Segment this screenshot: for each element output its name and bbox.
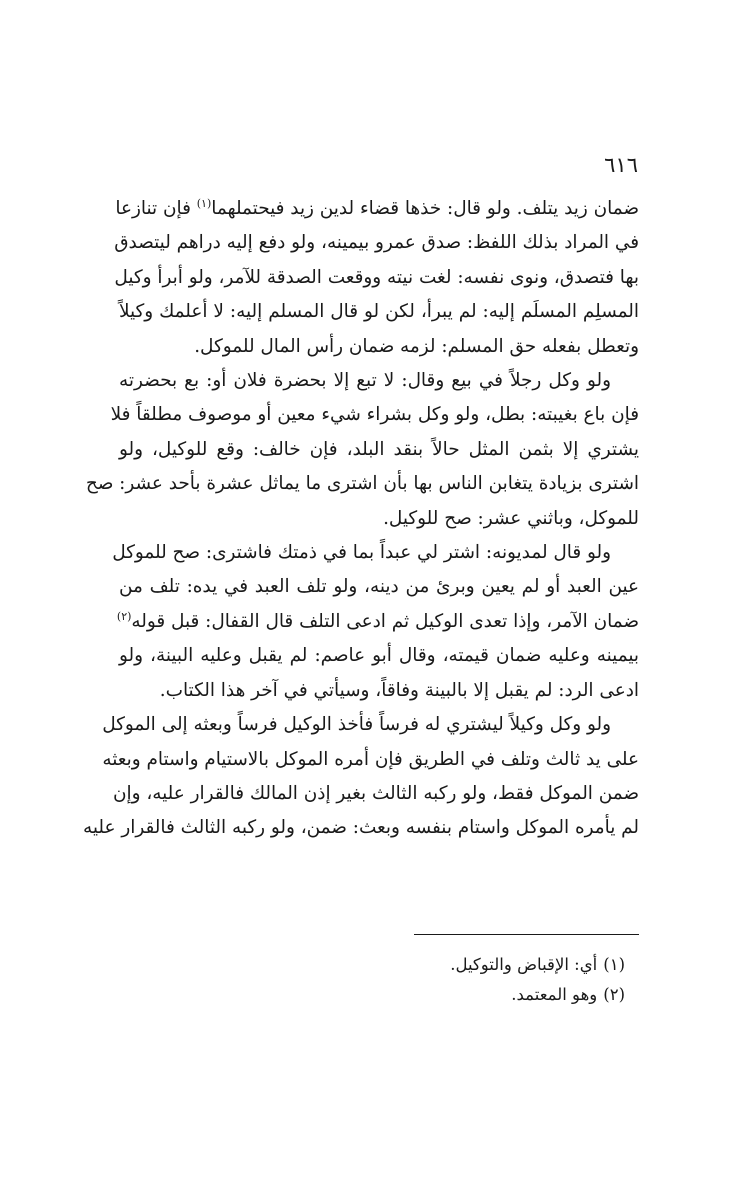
text-line	[110, 398, 639, 432]
footnote	[125, 980, 625, 1010]
text-line	[119, 364, 639, 398]
paragraph	[114, 192, 639, 364]
line-text: يشتري إلا بثمن المثل حالاً بنقد البلد، فإن خالف: وقع للوكيل، ولو	[119, 438, 639, 460]
paragraph	[85, 364, 639, 536]
text-line	[102, 743, 639, 777]
line-text: للموكل، وباثني عشر: صح للوكيل.	[383, 507, 639, 529]
line-text: بها فتصدق، ونوى نفسه: لغت نيته ووقعت الصدقة للآمر، ولو أبرأ وكيل	[114, 266, 639, 288]
text-line	[119, 674, 639, 708]
text-line	[85, 467, 639, 501]
paragraph	[112, 536, 639, 708]
line-text: عين العبد أو لم يعين وبرئ من دينه، ولو تلف العبد في يده: تلف من	[119, 576, 639, 598]
line-text: بيمينه وعليه ضمان قيمته، وقال أبو عاصم: لم يقبل وعليه البينة، ولو	[119, 645, 639, 667]
line-text: اشترى بزيادة يتغابن الناس بها بأن اشترى ما يماثل عشرة بأحد عشر: صح	[85, 473, 639, 495]
line-text: ضمان الآمر، وإذا تعدى الوكيل ثم ادعى التلف قال القفال: قبل قوله	[131, 610, 639, 632]
page-number: ٦١٦	[604, 153, 638, 177]
footnotes	[125, 950, 625, 1010]
line-text: ولو قال لمديونه: اشتر لي عبداً بما في ذمتك فاشترى: صح للموكل	[112, 542, 611, 564]
line-text: ادعى الرد: لم يقبل إلا بالبينة وفاقاً، وسيأتي في آخر هذا الكتاب.	[159, 679, 639, 701]
text-line	[119, 433, 639, 467]
text-line	[115, 192, 639, 226]
text-line	[114, 261, 639, 295]
text-line	[119, 639, 639, 673]
text-line	[112, 777, 639, 811]
line-text: المسلِم المسلَم إليه: لم يبرأ، لكن لو قال المسلم إليه: لا أعلمك وكيلاً	[119, 301, 639, 323]
line-text: فإن باع بغيبته: بطل، ولو وكل بشراء شيء معين أو موصوف مطلقاً فلا	[110, 404, 639, 426]
text-line	[83, 811, 639, 845]
line-text: على يد ثالث وتلف في الطريق فإن أمره الموكل بالاستيام واستام وبعثه	[102, 748, 639, 770]
footnote-number: (٢)	[603, 985, 625, 1004]
footnote-text: أي: الإقباض والتوكيل.	[450, 955, 598, 974]
line-text: في المراد بذلك اللفظ: صدق عمرو بيمينه، ولو دفع إليه دراهم ليتصدق	[114, 232, 639, 254]
text-line	[119, 330, 639, 364]
footnote-reference: (٢)	[116, 609, 132, 623]
line-text-continued: فإن تنازعا	[115, 198, 197, 219]
footnote	[125, 950, 625, 980]
text-line	[119, 295, 639, 329]
line-text: لم يأمره الموكل واستام بنفسه وبعث: ضمن، ولو ركبه الثالث فالقرار عليه	[83, 817, 639, 839]
text-line	[116, 605, 639, 639]
body-text	[83, 192, 639, 846]
line-text: ضمان زيد يتلف. ولو قال: خذها قضاء لدين زيد فيحتملهما	[211, 198, 639, 219]
text-line	[112, 536, 639, 570]
line-text: ولو وكل رجلاً في بيع وقال: لا تبع إلا بحضرة فلان أو: بع بحضرته	[119, 370, 611, 392]
text-line	[102, 708, 639, 742]
text-line	[119, 570, 639, 604]
text-line	[119, 502, 639, 536]
footnote-separator	[414, 934, 639, 935]
footnote-text: وهو المعتمد.	[511, 985, 598, 1004]
line-text: ضمن الموكل فقط، ولو ركبه الثالث بغير إذن المالك فالقرار عليه، وإن	[112, 782, 639, 804]
footnote-number: (١)	[603, 955, 625, 974]
footnote-reference: (١)	[196, 196, 212, 210]
line-text: وتعطل بفعله حق المسلم: لزمه ضمان رأس المال للموكل.	[194, 335, 639, 357]
line-text: ولو وكل وكيلاً ليشتري له فرساً فأخذ الوكيل فرساً وبعثه إلى الموكل	[102, 714, 611, 736]
paragraph	[83, 708, 639, 846]
text-line	[114, 226, 639, 260]
